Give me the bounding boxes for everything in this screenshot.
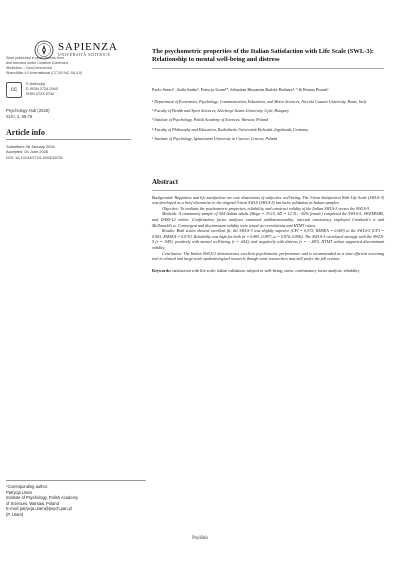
logo-name: SAPIENZA (58, 41, 118, 54)
title-divider (152, 68, 384, 69)
affiliation-item: ⁴ Faculty of Philosophy and Education, Katholische Universität Eichstätt–Ingolstadt, Germany (152, 126, 309, 132)
license-text: Work published in open access form and licensed under Creative Commons Attribution – NonCommercial ShareAlike 4.0 International (CC BY-NC-SA 4.0) (6, 56, 83, 75)
abstract-paragraph: Conclusion: The Italian SWLS-3 demonstrates excellent psychometric performance and is recommended as a time-efficient screening tool in clinical and large-scale epidemiological research, though some researchers may still prefer the full version. (152, 250, 384, 262)
issn-info: © Author(s) E-ISSN 2724-2943 ISSN 2723-973X (26, 82, 58, 97)
author-list: Paolo Soraci¹, Attila Szabo², Patrycja Uram³*, Sebastian Binyamin Skalski-Bednarz⁴, ⁵ & Renato Pisanti¹ (152, 87, 329, 92)
page-footer: PsyHub (192, 536, 208, 541)
affiliation-item: ¹ Department of Economics, Psychology, Communication, Education, and Motor Sciences, Niccolò Cusano University, Rome, Italy (152, 98, 367, 104)
affiliations (152, 99, 384, 142)
affiliation-item: ² Faculty of Health and Sport Sciences, Széchenyi István University, Győr, Hungary (152, 108, 289, 113)
keywords-label: Keywords: (152, 267, 172, 273)
affiliation-item: ³ Institute of Psychology, Polish Academy of Sciences, Warsaw, Poland (152, 117, 268, 123)
keywords (152, 268, 384, 274)
accepted-date: Accepted: 04 June 2026 (6, 149, 48, 155)
article-dates (6, 144, 136, 160)
submitted-date: Submitted: 08 January 2026 (6, 144, 55, 149)
corresponding-author: *Corresponding author. Patrycja Uram Institute of Psychology, Polish Academy of Sciences, Warsaw, Poland E-mail: patrycja.uram@psych.pan.pl (P. Uram) (6, 480, 146, 518)
author-email[interactable]: E-mail: patrycja.uram@psych.pan.pl (6, 506, 72, 512)
abstract-paragraph: Methods: A community sample of 504 Italian adults (Mage = 35.15, SD = 12.31; ~82% female) completed the SWLS-5, SWEMWBS, and DASS-12 online. Confirmatory factor analyses examined unidimensionality; internal consistency employed Cronbach's α and McDonald's ω. Convergent and discriminant validity were tested via correlations and HTMT ratios. (152, 211, 384, 228)
abstract-paragraph: Background: Happiness and life satisfaction are core dimensions of subjective well-being. The 3-item Satisfaction With Life Scale (SWLS-3) was developed as a brief alternative to the original 5-item SWLS (SWLS-5) but lacks validation in Italian samples. (152, 194, 384, 206)
main-content (152, 48, 384, 273)
keywords-text: satisfaction with life scale; italian validation; subjective well-being; stress; confirmatory factor analysis; reliability (172, 267, 360, 273)
abstract-heading: Abstract (152, 177, 179, 186)
abstract-divider (152, 190, 384, 191)
paper-title: The psychometric properties of the Italian Satisfaction with Life Scale (SWL-3): Relationship to mental well-being and distress (152, 48, 374, 63)
abstract-paragraph: Results: Both scales showed excellent fit; the SWLS-3 was slightly superior (CFI = 0.972, RMSEA = 0.069) to the SWLS-5 (CFI = 0.963, RMSEA = 0.070). Reliability was high for both (α = 0.881–0.897; ω = 0.876–0.896). The SWLS-3 correlated strongly with the SWLS-5 (r = .949), positively with mental well-being (r = .654), and negatively with distress (r = −.483). HTMT values supported discriminant validity. (152, 228, 384, 250)
abstract-body (152, 195, 384, 262)
doi-link[interactable]: DOI: 10.13133/2724-2943/19231 (6, 154, 63, 160)
article-info-heading: Article info (6, 128, 131, 140)
logo-subtitle: UNIVERSITÀ EDITRICE (58, 53, 111, 58)
journal-citation: Psychology Hub (2026) XLIII, 2, 65-76 (6, 108, 50, 119)
abstract-paragraph: Objective: To evaluate the psychometric properties, reliability, and construct validity of the Italian SWLS-3 versus the SWLS-5. (162, 205, 371, 211)
affiliation-item: ⁵ Institute of Psychology, Ignatianum University in Cracow, Cracow, Poland (152, 136, 278, 142)
creative-commons-icon: cc (6, 82, 22, 98)
